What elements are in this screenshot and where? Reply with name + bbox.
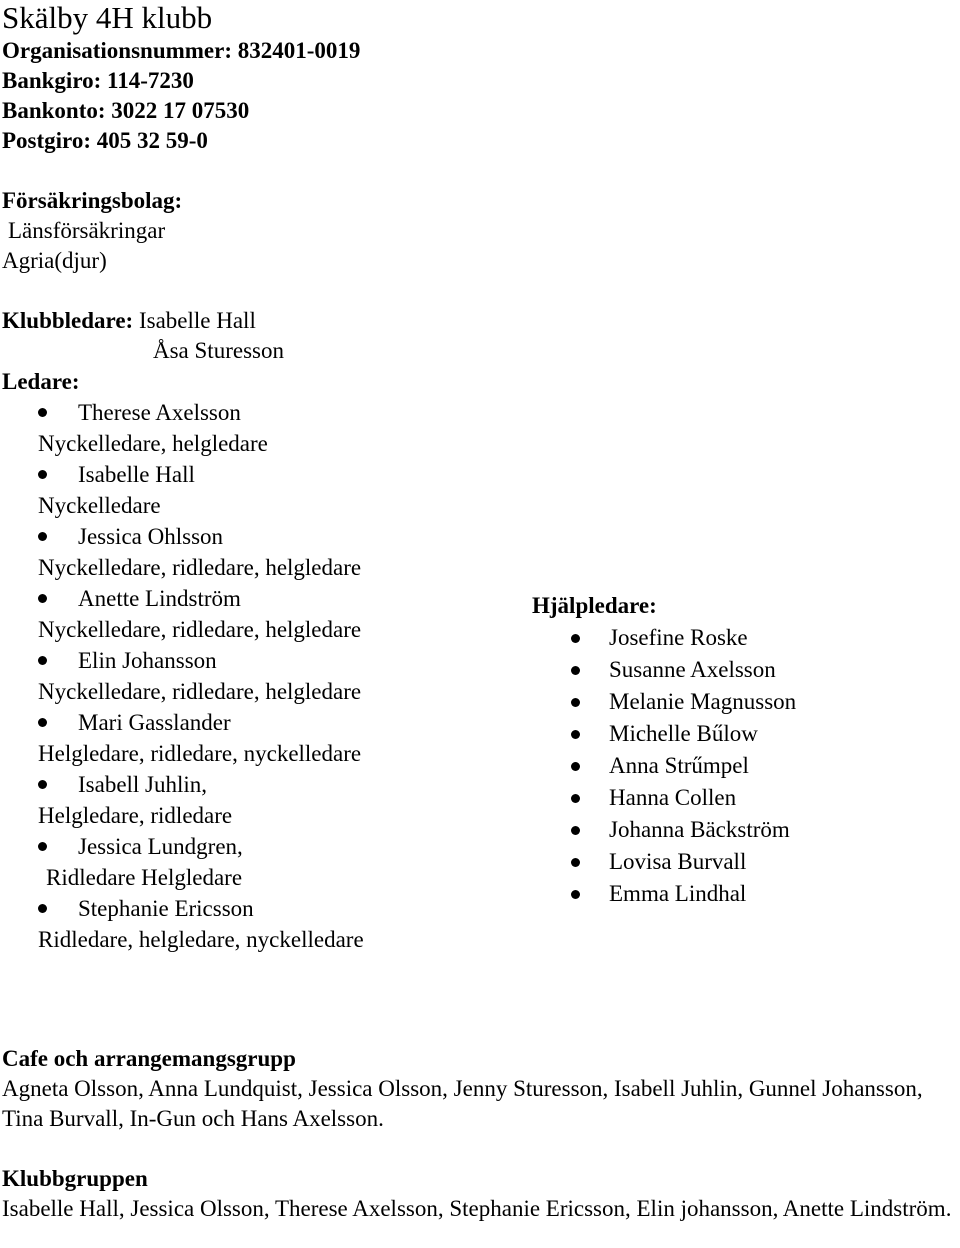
bullet-icon	[571, 858, 580, 867]
cafe-section	[2, 1044, 952, 1134]
list-item	[571, 655, 951, 687]
helper-name: Josefine Roske	[609, 625, 748, 650]
list-item	[38, 460, 518, 522]
ledare-label: Ledare:	[2, 369, 80, 394]
bullet-icon	[571, 762, 580, 771]
helper-name: Johanna Bäckström	[609, 817, 790, 842]
insurance-item: Agria(djur)	[2, 248, 107, 273]
leader-role: Nyckelledare	[38, 493, 161, 518]
list-item	[38, 708, 518, 770]
helper-name: Michelle Bűlow	[609, 721, 758, 746]
postgiro: Postgiro: 405 32 59-0	[2, 128, 208, 153]
bullet-icon	[38, 532, 47, 541]
bullet-icon	[571, 794, 580, 803]
bullet-icon	[38, 470, 47, 479]
klubbgruppen-section	[2, 1164, 952, 1224]
leader-role: Nyckelledare, ridledare, helgledare	[38, 617, 362, 642]
leader-name: Elin Johansson	[78, 648, 217, 673]
list-item	[38, 584, 518, 646]
bullet-icon	[38, 842, 47, 851]
helper-name: Emma Lindhal	[609, 881, 747, 906]
leader-role: Helgledare, ridledare, nyckelledare	[38, 741, 362, 766]
leader-name: Anette Lindström	[78, 586, 241, 611]
helper-name: Lovisa Burvall	[609, 849, 747, 874]
bullet-icon	[571, 666, 580, 675]
list-item	[571, 879, 951, 911]
bullet-icon	[571, 826, 580, 835]
list-item	[38, 646, 518, 708]
leader-name: Isabelle Hall	[78, 462, 195, 487]
bullet-icon	[38, 780, 47, 789]
list-item	[38, 832, 518, 894]
klubbledare-row	[2, 306, 284, 336]
klubbledare-label: Klubbledare:	[2, 308, 134, 333]
list-item	[38, 398, 518, 460]
helper-name: Hanna Collen	[609, 785, 737, 810]
ledare-list	[38, 398, 518, 956]
list-item	[38, 770, 518, 832]
hjalpledare-list	[571, 623, 951, 911]
page-title: Skälby 4H klubb	[2, 0, 213, 35]
hjalpledare-label: Hjälpledare:	[532, 593, 657, 618]
list-item	[38, 894, 518, 956]
klubbgruppen-members: Isabelle Hall, Jessica Olsson, Therese Axelsson, Stephanie Ericsson, Elin johansson, Anette Lindström.	[2, 1196, 952, 1221]
klubbgruppen-heading: Klubbgruppen	[2, 1166, 148, 1191]
leader-name: Stephanie Ericsson	[78, 896, 254, 921]
bullet-icon	[571, 698, 580, 707]
leader-role: Helgledare, ridledare	[38, 803, 233, 828]
list-item	[571, 623, 951, 655]
klubbledare-name: Isabelle Hall	[138, 308, 256, 333]
bankgiro: Bankgiro: 114-7230	[2, 68, 194, 93]
insurance-item: Länsförsäkringar	[8, 218, 166, 243]
bullet-icon	[38, 594, 47, 603]
leader-name: Jessica Ohlsson	[78, 524, 224, 549]
helper-name: Anna Strűmpel	[609, 753, 749, 778]
bullet-icon	[38, 408, 47, 417]
klubbledare-name: Åsa Sturesson	[153, 338, 284, 363]
bullet-icon	[571, 890, 580, 899]
cafe-heading: Cafe och arrangemangsgrupp	[2, 1046, 296, 1071]
bullet-icon	[571, 634, 580, 643]
list-item	[571, 847, 951, 879]
organisation-info	[2, 36, 360, 156]
bullet-icon	[38, 904, 47, 913]
bullet-icon	[38, 718, 47, 727]
list-item	[571, 687, 951, 719]
leader-role: Nyckelledare, helgledare	[38, 431, 268, 456]
bullet-icon	[38, 656, 47, 665]
list-item	[571, 783, 951, 815]
org-number: Organisationsnummer: 832401-0019	[2, 38, 361, 63]
leader-name: Isabell Juhlin,	[78, 772, 208, 797]
helper-name: Susanne Axelsson	[609, 657, 776, 682]
leader-name: Jessica Lundgren,	[78, 834, 243, 859]
leader-role: Ridledare, helgledare, nyckelledare	[38, 927, 364, 952]
leader-role: Ridledare Helgledare	[46, 865, 243, 890]
helper-name: Melanie Magnusson	[609, 689, 797, 714]
insurance-label: Försäkringsbolag:	[2, 188, 183, 213]
bullet-icon	[571, 730, 580, 739]
klubbledare-section	[2, 306, 284, 366]
leader-name: Therese Axelsson	[78, 400, 241, 425]
insurance-section	[2, 186, 182, 276]
cafe-members: Agneta Olsson, Anna Lundquist, Jessica Olsson, Jenny Sturesson, Isabell Juhlin, Gunnel Johansson, Tina Burvall, In-Gun och Hans Axelsson.	[2, 1076, 923, 1131]
list-item	[571, 815, 951, 847]
list-item	[571, 751, 951, 783]
bankonto: Bankonto: 3022 17 07530	[2, 98, 250, 123]
leader-role: Nyckelledare, ridledare, helgledare	[38, 555, 362, 580]
list-item	[38, 522, 518, 584]
list-item	[571, 719, 951, 751]
leader-name: Mari Gasslander	[78, 710, 231, 735]
leader-role: Nyckelledare, ridledare, helgledare	[38, 679, 362, 704]
